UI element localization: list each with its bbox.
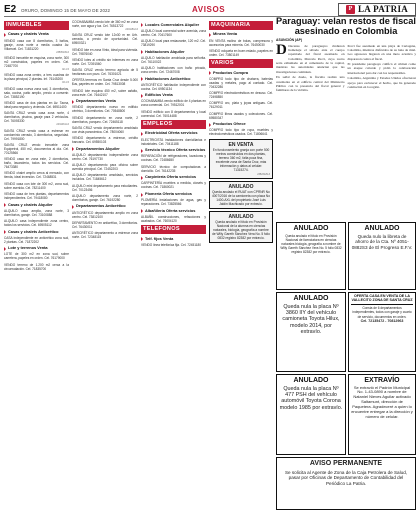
category-heading: INMUEBLES <box>4 21 69 30</box>
article-agency: ASUNCIÓN (AP) <box>276 38 302 43</box>
subcategory: Electricidad Oferta servicios <box>141 131 206 136</box>
category-heading: MAQUINARIA <box>209 21 273 30</box>
page-header <box>4 3 416 17</box>
subcategory: Plomería Oferta servicios <box>141 192 206 197</box>
subcategory: Departamentos Venta <box>72 99 138 104</box>
classified-ad: ALQUILO casa amplia, zona norte, 3 dormitorios, garaje. Cel. 73100888 <box>4 208 69 217</box>
classified-ad: CARPINTERÍA muebles a medida, closets y cocinas. Cel. 71860021 <box>141 181 206 190</box>
classified-ad: ANTICRÉTICO habitación independiente con cocina. Cel. 69501134 <box>141 82 206 91</box>
classified-column-3 <box>141 20 206 510</box>
subcategory: Departamentos Anticrético <box>72 204 138 209</box>
category-heading: TELEFONOS <box>141 225 206 234</box>
classified-ad: VENDO casa de dos plantas en Av. Tacna, ideal para negocio y vivienda. Cel. 69511400 <box>4 101 69 110</box>
classified-ad: DEPARTAMENTO en anticrético, 3 dormitorios. Cel. 76430011 <box>72 220 138 229</box>
classified-ad: VENDO departamento nuevo en edificio céntrico, 3 dormitorios. Cel. 70548800 <box>72 105 138 114</box>
subcategory: Habitaciones Anticrético <box>141 77 206 82</box>
triangle-bullet-icon <box>72 100 74 104</box>
logo-text: LA PATRIA <box>357 3 409 14</box>
classified-ad: VENDO terreno de 1.200 m2 cerca a la circunvalación. Cel. 71835700 <box>4 262 69 271</box>
triangle-bullet-icon <box>4 203 6 207</box>
subcategory: Edificios Venta <box>141 93 206 98</box>
triangle-bullet-icon <box>209 33 211 37</box>
notice-anulado: ANULADO Queda nula la placa Nº 3860 IIY del vehículo camioneta Toyota Hilux, modelo 2014, por extravío. <box>276 292 346 372</box>
classified-ad: VENDO lote en zona Vinto, ideal para vivienda. Cel. 79876040 <box>72 47 138 56</box>
triangle-bullet-icon <box>141 132 143 136</box>
notice-permanent: AVISO PERMANENTE Se solicita al Agente de Zona de la Caja Petrolera de Salud, pasar por Oficinas de Departamento de Contabilidad del Periódico La Patria. <box>276 457 416 510</box>
classified-ad: VENDO chalet amplio cerca al mercado, con tienda, ideal inversión. Cel. 72468531 <box>4 171 69 180</box>
classified-ad: VENDO edificio con 8 departamentos y local comercial. Cel. 76014488 <box>141 109 206 118</box>
subcategory: Carpintería Oferta servicios <box>141 175 206 180</box>
subcategory: Casas y chalets Venta <box>4 32 69 37</box>
article-column-right: Pecci fue asesinado en una playa de Cartagena, Colombia, mientras disfrutaba de su luna de miel. Los agresores llegaron en una moto acuática y dispararon contra el fiscal. El presidente paraguayo calificó el crimen como un ataque cobarde y pidió la colaboración internacional para dar con los responsables. Colombia, Argentina y Estados Unidos ofrecieron apoyo para esclarecer el hecho, que ha generado conmoción en la región. <box>347 43 416 90</box>
classified-ad: COMPRO libros usados y colecciones. Cel. 69580347 <box>209 111 273 120</box>
triangle-bullet-icon <box>141 50 143 54</box>
news-article <box>276 17 416 94</box>
subcategory: Servicio técnico Oferta servicios <box>141 148 206 153</box>
classified-ad: VENDO lote esquina 450 m2, sobre asfalto, zona este. Cel. 76442107 <box>72 88 138 97</box>
subcategory: Productos Ofrece <box>209 122 273 127</box>
classified-ad: COMPRO electrodomésticos en desuso. Cel. 72498850 <box>209 91 273 100</box>
page-number: E2 <box>4 4 17 15</box>
classified-ad: ALQUILO departamento independiente zona centro. Cel. 76197730 <box>72 152 138 161</box>
classified-ad: ANTICRÉTICO departamento amplio en zona centro. Cel. 73812100 <box>72 210 138 219</box>
triangle-bullet-icon <box>4 230 6 234</box>
triangle-bullet-icon <box>141 94 143 98</box>
classified-ad: SANTA CRUZ vendo lote 12x30 m en Urb. cerrada, a precio de oportunidad. Cel. 69500321 <box>72 33 138 46</box>
classified-ad: LOTE de 300 m2 en zona sud, sobre carretera, papeles en orden. Cel. 76179000 <box>4 252 69 261</box>
triangle-bullet-icon <box>141 237 143 241</box>
subcategory: Casas y chalets Alquiler <box>4 203 69 208</box>
spot-anulado: ANULADO Queda anulado el título en Provisión Nacional de la alumna en ciencias naturales, biología, geografía a nombre de Willy Gareth Sánchez Vera No. 5 folio 0832 registro 82382 por extravío. <box>209 211 273 243</box>
logo-mark-icon: P <box>346 5 355 14</box>
triangle-bullet-icon <box>141 176 143 180</box>
classified-ad: EN VENTA molino de bolas, compresora y accesorios para minería. Cel. 76450030 <box>209 38 273 47</box>
triangle-bullet-icon <box>141 193 143 197</box>
classified-ad: VENDO departamento a estrenar, crédito bancario. Cel. 69550103 <box>72 136 138 145</box>
classified-ad: ALQUILO habitación amoblada para señorita. Cel. 76110022 <box>141 55 206 64</box>
triangle-bullet-icon <box>4 247 6 251</box>
classified-ad: VENDO lotes al crédito sin intereses en zona norte. Cel. 72391560 <box>72 57 138 66</box>
notice-anulado: ANULADO Queda nulo la libreta de ahorro de la Cta. Nº 4051-0882S3 de El Progreso E.F.V. <box>348 222 416 290</box>
classified-ad: SANTA CRUZ vendo terreno agrícola de 5 hectáreas con pozo. Cel. 76301021 <box>72 68 138 77</box>
category-heading: EMPLEOS <box>141 120 206 129</box>
triangle-bullet-icon <box>209 71 211 75</box>
classified-ad: VENDO departamento en zona norte, 2 dormitorios, parqueo. Cel. 72465118 <box>72 115 138 124</box>
classified-ad: ALQUILO departamento para oficina sobre avenida principal. Cel. 72452203 <box>72 163 138 172</box>
classified-ad: ALQUILO departamento amoblado, servicios incluidos. Cel. 71845612 <box>72 173 138 182</box>
subcategory: Telf. fijos Venta <box>141 237 206 242</box>
article-headline: Paraguay: velan restos de fiscal asesinado en Colombia <box>276 16 416 36</box>
classified-ad: VENDO inmueble en esquina, zona norte, 300 m2 construidos, papeles en orden. Cel. 72487700 02-1-5 <box>4 56 69 72</box>
classified-ad: REPARACIÓN de refrigeradores, lavadoras y cocinas. Cel. 72486650 <box>141 154 206 163</box>
notice-anulado: ANULADO Queda anulado el título en Provisión Nacional de licenciatura en ciencias naturales biología, geografía a nombre de Willy Gareth Sánchez Vera No. 5 folio 0832 registro 82382 por extravío. <box>276 222 346 290</box>
classified-ad: PLOMERÍA instalaciones de agua, gas y reparaciones. Cel. 73825566 <box>141 198 206 207</box>
triangle-bullet-icon <box>141 23 143 27</box>
classified-ad: VENDO casa zona centro, a tres cuadras de la plaza principal, 2 plantas. Inf. 76145200 03-1-5 <box>4 73 69 85</box>
classified-ad: VENDO casa en zona este, 2 dormitorios, baño, lavandería, todos los servicios. Cel. 76473380 <box>4 157 69 170</box>
subcategory: Locales Comerciales Alquiler <box>141 23 206 28</box>
classified-ad: ELECTRICISTA instalaciones domiciliarias e industriales. Cel. 70411188 <box>141 137 206 146</box>
drop-cap: D <box>276 42 287 59</box>
triangle-bullet-icon <box>209 123 211 127</box>
subcategory: Productos Compra <box>209 71 273 76</box>
classified-ad: COCHABAMBA vendo edificio de 4 plantas en zona comercial. Cel. 79512001 <box>141 99 206 108</box>
classified-ad: SANTA CRUZ vendo departamento amoblado con vista panorámica. Cel. 78004060 <box>72 125 138 134</box>
classified-ad: ALQUILO departamento zona norte, 2 dormitorios, garaje. Cel. 76192280 <box>72 193 138 202</box>
section-title: AVISOS <box>192 5 226 14</box>
classified-column-1 <box>4 20 69 510</box>
classified-ad: ALQUILO casa independiente zona centro, todos los servicios. Cel. 69505112 <box>4 218 69 227</box>
triangle-bullet-icon <box>141 77 143 81</box>
classified-column-4 <box>209 20 273 510</box>
subcategory: Albañilería Oferta servicios <box>141 209 206 214</box>
subcategory: Minera Venta <box>209 32 273 37</box>
notice-extravio: EXTRAVÍO Se extravió el Padrón Municipal No. 1-43-0890 a nombre de Nataniel Nieves Aguilar activado Saltamunt, dirección de Paquetera. Agradeceré a quien lo encuentre entregar a la dirección y número de celular. <box>348 374 416 455</box>
ad-code: 03-1-5 <box>62 81 69 85</box>
classified-ad: VENDO línea telefónica fija. Cel. 72451180 <box>141 242 201 247</box>
classified-ad: SERVICIO técnico de computadoras a domicilio. Cel. 76142235 <box>141 164 206 173</box>
classified-ad: VENDO volqueta en buen estado, papeles en orden. Cel. 73801149 <box>209 48 273 57</box>
classified-ad: ALQUILO local para restaurante, 120 m2. Cel. 73819290 <box>141 38 206 47</box>
spot-anulado: ANULADO Queda anulado el RUAT con CPRNR No 4007/2016 de la camioneta con placa No 1400-AXL del propietario José Luis Jaldín Machicado por extravío. <box>209 181 273 209</box>
classified-ad: SANTA CRUZ vendo casa a estrenar en condominio cerrado, 3 dormitorios, seguridad. Cel. 79991800 <box>4 128 69 141</box>
classified-column-2 <box>72 20 138 510</box>
subcategory: Casas y chalets Anticrético <box>4 230 69 235</box>
classified-ad: VENDO casa nueva zona sud, 3 dormitorios, sala, cocina, patio amplio, precio a convenir. Cel. 73852190 <box>4 86 69 99</box>
classified-ad: COMPRO todo tipo de chatarra, baterías usadas y metales, pago al contado. Cel. 70432286 <box>209 76 273 89</box>
classified-ad: COMPRO todo tipo de ropa, muebles y electrodomésticos usados. Cel. 71806641 <box>209 128 273 137</box>
newspaper-logo <box>338 3 416 16</box>
classified-ad: VENDO casa con 8 dormitorios, 3 baños, garaje, zona norte a media cuadra Av. Villarroel. Cel. 71831220 23505109-6 <box>4 38 69 54</box>
spot-venta: EN VENTA En funcionamiento granja con porte 500 metros construidos en dos plantas, terreno 360 m2, falta poca fina, excelente zona de Santa Cruz, más información y datos al celular: 71315274. 23523129-3 <box>209 139 273 179</box>
classified-ad: OFERTA terrenos en Santa Cruz desde 5.000 $us, papeles en orden. Cel. 79813008 <box>72 78 138 87</box>
classified-ad: COMPRO oro, plata y joyas antiguas. Cel. 76129011 <box>209 101 273 110</box>
triangle-bullet-icon <box>141 149 143 153</box>
classified-ad: VENDO casa de tres plantas, departamentos independientes. Cel. 79418080 <box>4 191 69 200</box>
notice-oferta: OFERTA CASA EN VENTA DE LA VALLECITO ZONA DE SANTA CRUZ Consta de 6 departamentos independientes, todos con garaje y cuarto de servicio, documentos en orden. Cel. 72135472 - 70812963 <box>348 292 416 372</box>
triangle-bullet-icon <box>72 205 74 209</box>
classified-ad: SANTA CRUZ vendo inmueble zona Equipetrol, 450 m2, documentos al día. Cel. 70125566 <box>4 142 69 155</box>
subcategory: Departamentos Alquiler <box>72 147 138 152</box>
classified-ad: SANTA CRUZ vendo casa zona norte, 4 dormitorios, piscina, garaje para 2 vehículos. Cel. 76093330 24310311-6 <box>4 111 69 127</box>
classified-ad: ANTICRÉTICO departamento a estrenar zona norte. Cel. 72348115 <box>72 231 138 240</box>
subcategory: Lote y terrenos Venta <box>4 246 69 251</box>
classified-ad: CASA independiente en anticrético zona sud, 2 plantas. Cel. 71872202 <box>4 235 69 244</box>
category-heading: VARIOS <box>209 59 273 68</box>
ad-code: 24011512-6 <box>125 28 138 32</box>
triangle-bullet-icon <box>72 147 74 151</box>
ad-code: 02-1-5 <box>62 68 69 72</box>
article-column-left: D Decenas de paraguayos rindieron homenaje el sábado ante el cuerpo repatriado del fiscal asesinado en Colombia, Marcelo Pecci, cuyo rostro sería exhumado en el cementerio de la capital, mientras las autoridades anuncian que las investigaciones continúan. En señal de duelo, la fiscalía realizó una ceremonia en el edificio central del Ministerio Público con la presencia del fiscal general y familiares de la víctima. <box>276 42 345 93</box>
ad-code: 23505109-6 <box>56 50 69 54</box>
classified-ad: ALQUILO mini departamento para estudiantes. Cel. 70123456 <box>72 183 138 192</box>
triangle-bullet-icon <box>141 209 143 213</box>
classified-ad: ALBAÑIL construcciones, refacciones y acabados. Cel. 76004120 <box>141 214 206 223</box>
notice-anulado: ANULADO Queda nula la placa Nº 477 PSH del vehículo automóvil Toyota Corona modelo 1985 por extravío. <box>276 374 346 455</box>
ad-code: 24310311-6 <box>56 123 69 127</box>
classified-ad: ALQUILO local comercial sobre avenida, zona centro. Cel. 70417600 <box>141 28 206 37</box>
classified-ad: ALQUILO habitaciones con baño privado, zona centro. Cel. 72467008 <box>141 65 206 74</box>
triangle-bullet-icon <box>4 33 6 37</box>
classified-ad: COCHABAMBA vendo lote de 360 m2 en zona norte, con agua y luz. Cel. 76513722 24011512-6 <box>72 20 138 32</box>
subcategory: Habitaciones Alquiler <box>141 50 206 55</box>
header-date: ORURO, DOMINGO 15 DE MAYO DE 2022 <box>21 8 111 13</box>
classified-ad: VENDO casa con lote de 300 m2, zona sud, sobre avenida. Cel. 78211400 <box>4 181 69 190</box>
